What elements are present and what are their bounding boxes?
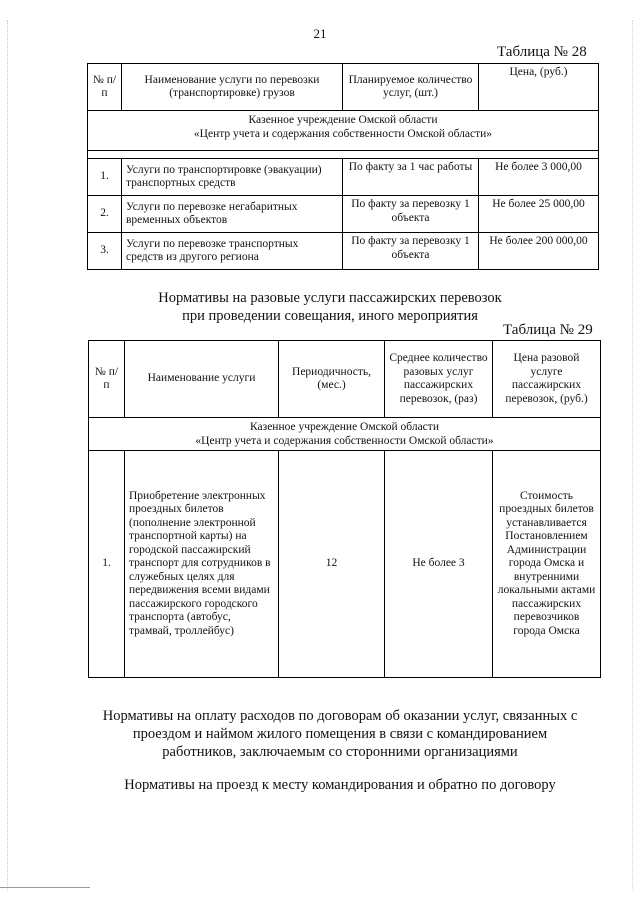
header-qty: Планируемое количество услуг, (шт.) bbox=[343, 64, 479, 111]
row-qty: По факту за перевозку 1 объекта bbox=[343, 233, 479, 270]
org-line-1: Казенное учреждение Омской области bbox=[250, 421, 439, 433]
row-price: Не более 25 000,00 bbox=[479, 196, 599, 233]
table-28-header-row bbox=[88, 64, 599, 111]
section-29-title-line-2: при проведении совещания, иного мероприятия bbox=[182, 308, 478, 324]
row-name: Услуги по перевозке транспортных средств из другого региона bbox=[122, 233, 343, 270]
section-contracts-title bbox=[80, 707, 600, 761]
row-num: 1. bbox=[89, 451, 125, 678]
row-price: Не более 200 000,00 bbox=[479, 233, 599, 270]
row-qty: По факту за перевозку 1 объекта bbox=[343, 196, 479, 233]
header-period: Периодичность, (мес.) bbox=[279, 341, 385, 418]
table-28 bbox=[87, 63, 599, 270]
scan-margin-right bbox=[632, 20, 633, 890]
table-29-org-row bbox=[89, 418, 601, 451]
header-price: Цена разовой услуге пассажирских перевозок, (руб.) bbox=[493, 341, 601, 418]
page-number: 21 bbox=[313, 26, 327, 41]
table-row bbox=[89, 451, 601, 678]
section-29-title bbox=[60, 289, 600, 325]
row-qty: По факту за 1 час работы bbox=[343, 159, 479, 196]
row-period: 12 bbox=[279, 451, 385, 678]
table-row bbox=[88, 196, 599, 233]
scan-margin-left bbox=[7, 20, 8, 890]
section-contracts-title-line-1: Нормативы на оплату расходов по договорам об оказании услуг, связанных с bbox=[102, 708, 578, 724]
row-num: 2. bbox=[88, 196, 122, 233]
row-avg: Не более 3 bbox=[385, 451, 493, 678]
table-29-header-row bbox=[89, 341, 601, 418]
spacer-cell bbox=[88, 151, 599, 159]
section-contracts-title-line-2: проездом и наймом жилого помещения в связи с командированием bbox=[132, 726, 548, 742]
row-num: 1. bbox=[88, 159, 122, 196]
org-cell bbox=[89, 418, 601, 451]
header-avg: Среднее количество разовых услуг пассажирских перевозок, (раз) bbox=[385, 341, 493, 418]
section-travel-title: Нормативы на проезд к месту командирования и обратно по договору bbox=[124, 777, 556, 793]
header-num: № п/п bbox=[89, 341, 125, 418]
table-28-spacer-row bbox=[88, 151, 599, 159]
row-price: Стоимость проездных билетов устанавливается Постановлением Администрации города Омска и внутренними локальными актами пассажирских перевозчиков города Омска bbox=[493, 451, 601, 678]
table-28-caption: Таблица № 28 bbox=[497, 44, 587, 60]
org-line-2: «Центр учета и содержания собственности Омской области» bbox=[193, 128, 493, 140]
org-line-2: «Центр учета и содержания собственности Омской области» bbox=[195, 435, 494, 447]
header-price: Цена, (руб.) bbox=[479, 64, 599, 111]
org-line-1: Казенное учреждение Омской области bbox=[248, 114, 438, 126]
table-row bbox=[88, 159, 599, 196]
scan-bottom-line bbox=[0, 887, 90, 888]
row-name: Приобретение электронных проездных билетов (пополнение электронной транспортной карты) на городской пассажирский транспорт для сотрудников в служебных целях для передвижения всеми видами пассажирского городского транспорта (автобус, трамвай, троллейбус) bbox=[125, 451, 279, 678]
table-29 bbox=[88, 340, 601, 678]
section-contracts-title-line-3: работников, заключаемым со сторонними организациями bbox=[162, 744, 518, 760]
table-29-caption: Таблица № 29 bbox=[503, 322, 593, 338]
row-name: Услуги по перевозке негабаритных временных объектов bbox=[122, 196, 343, 233]
row-num: 3. bbox=[88, 233, 122, 270]
row-price: Не более 3 000,00 bbox=[479, 159, 599, 196]
row-name: Услуги по транспортировке (эвакуации) транспортных средств bbox=[122, 159, 343, 196]
table-28-org-row bbox=[88, 111, 599, 151]
header-num: № п/п bbox=[88, 64, 122, 111]
org-cell bbox=[88, 111, 599, 151]
section-29-title-line-1: Нормативы на разовые услуги пассажирских перевозок bbox=[158, 290, 502, 306]
header-name: Наименование услуги по перевозки (транспортировке) грузов bbox=[122, 64, 343, 111]
header-name: Наименование услуги bbox=[125, 341, 279, 418]
table-row bbox=[88, 233, 599, 270]
